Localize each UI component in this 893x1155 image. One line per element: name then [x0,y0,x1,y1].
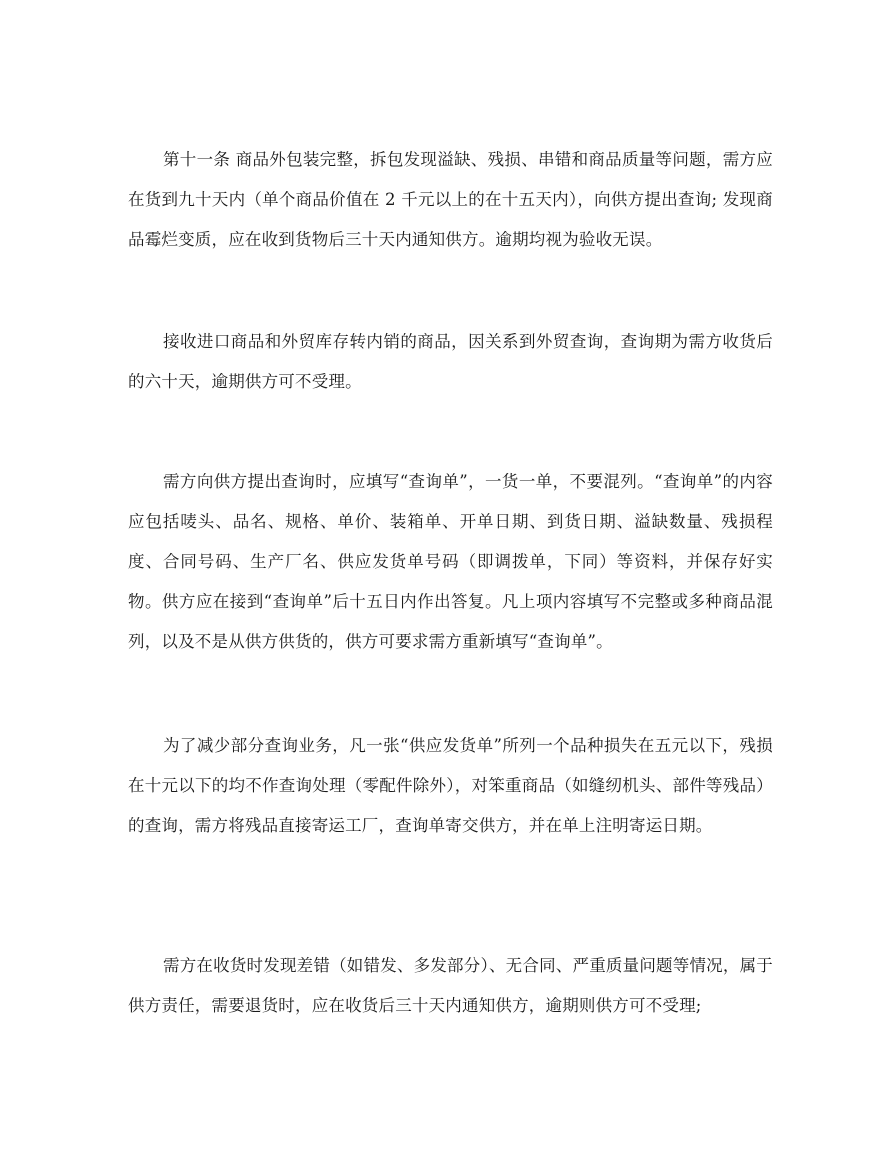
inquiry-form-paragraph: 需方向供方提出查询时，应填写“查询单”，一货一单，不要混列。“查询单”的内容应包括唛头、品名、规格、单价、装箱单、开单日期、到货日期、溢缺数量、残损程度、合同号码、生产厂名、供应发货单号码（即调拨单，下同）等资料，并保存好实物。供方应在接到“查询单”后十五日内作出答复。凡上项内容填写不完整或多种商品混列，以及不是从供方供货的，供方可要求需方重新填写“查询单”。 [128,472,773,651]
article-11-paragraph: 第十一条 商品外包装完整，拆包发现溢缺、残损、串错和商品质量等问题，需方应在货到九十天内（单个商品价值在 2 千元以上的在十五天内），向供方提出查询; 发现商品霉烂变质，应在收到货物后三十天内通知供方。逾期均视为验收无误。 [128,150,773,249]
import-goods-paragraph: 接收进口商品和外贸库存转内销的商品，因关系到外贸查询，查询期为需方收货后的六十天，逾期供方可不受理。 [128,332,773,391]
reduce-inquiry-paragraph: 为了减少部分查询业务，凡一张“供应发货单”所列一个品种损失在五元以下，残损在十元以下的均不作查询处理（零配件除外），对笨重商品（如缝纫机头、部件等残品）的查询，需方将残品直接寄运工厂，查询单寄交供方，并在单上注明寄运日期。 [128,736,773,835]
return-goods-paragraph: 需方在收货时发现差错（如错发、多发部分）、无合同、严重质量问题等情况，属于供方责任，需要退货时，应在收货后三十天内通知供方，逾期则供方可不受理; [128,956,773,1015]
